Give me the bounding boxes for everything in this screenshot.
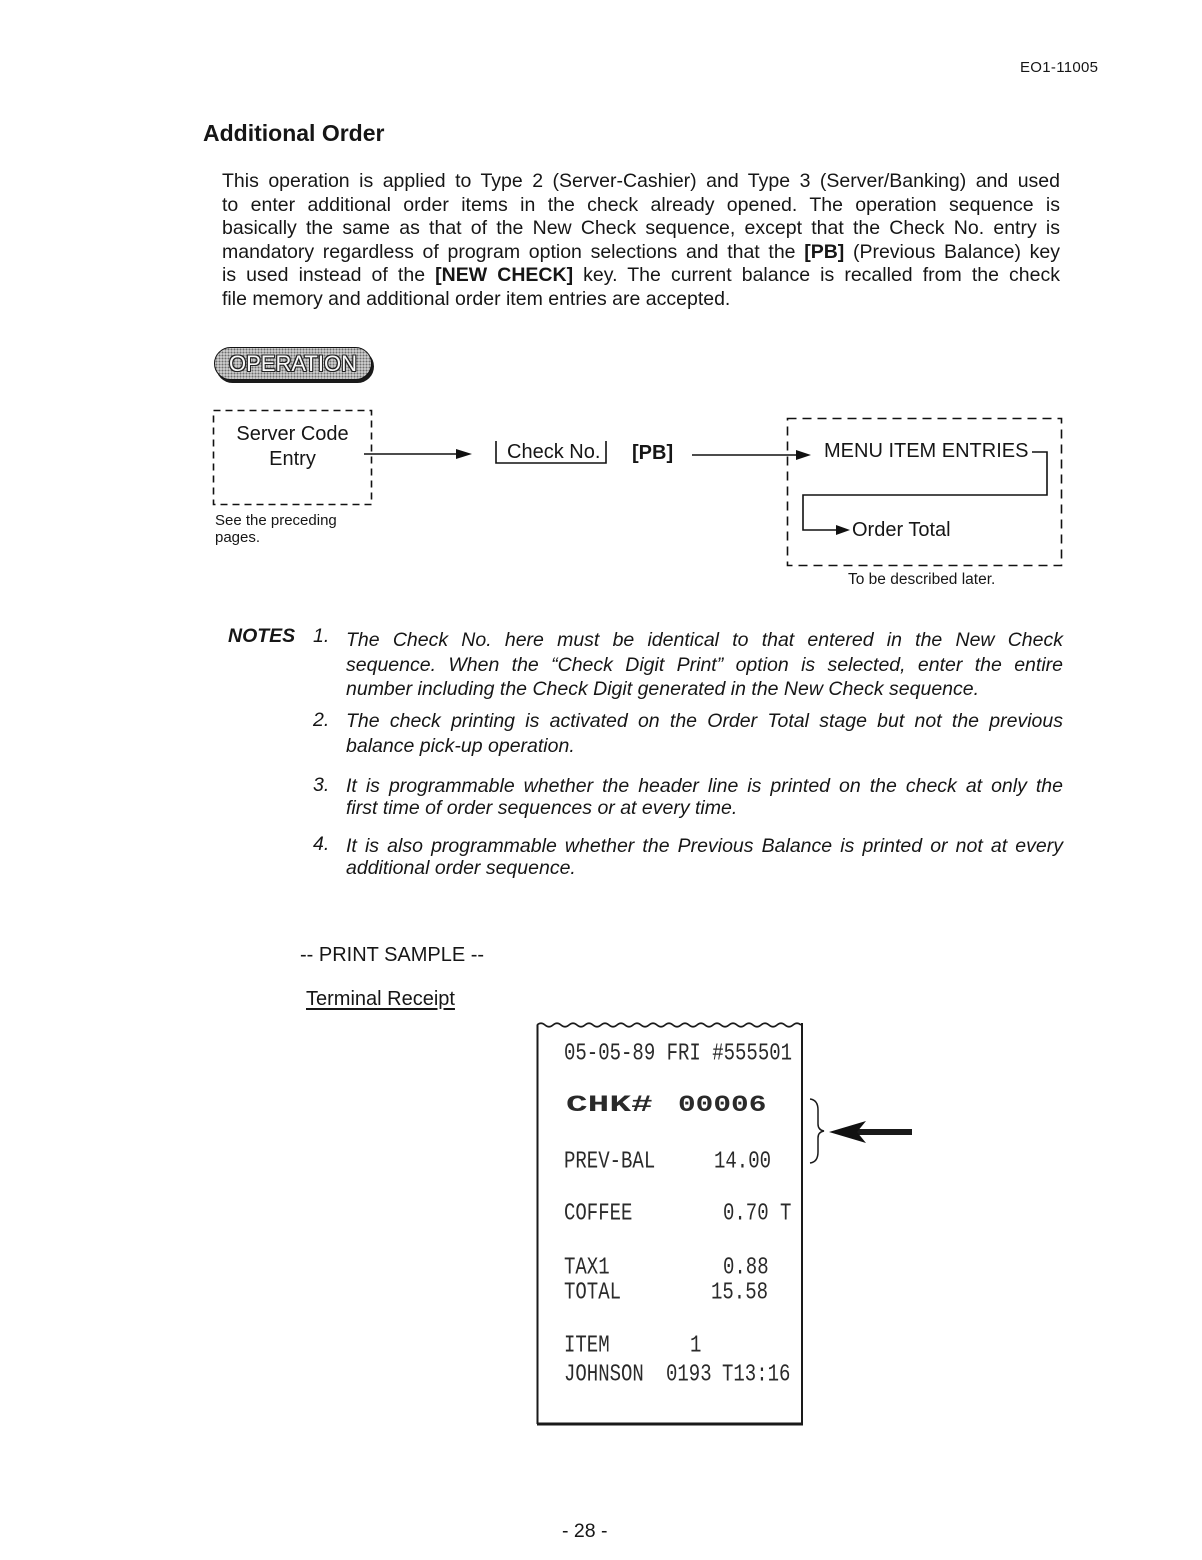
note-number: 2. (313, 709, 330, 731)
receipt-row-label: ITEM (564, 1331, 610, 1359)
receipt-row-value: 0.88 (723, 1253, 769, 1281)
intro-text: key. The current balance is recalled from the check (573, 264, 1060, 287)
intro-line: This operation is applied to Type 2 (Server-Cashier) and Type 3 (Server/Banking) and used (222, 170, 1060, 192)
intro-text: (Previous Balance) key (844, 240, 1060, 263)
entry-line: Entry (269, 448, 316, 470)
receipt-row-label: TOTAL (564, 1278, 622, 1306)
receipt-time: T13:16 (722, 1360, 791, 1388)
note-number: 3. (313, 774, 330, 796)
intro-line: file memory and additional order item entries are accepted. (222, 287, 731, 310)
curly-brace (810, 1099, 824, 1163)
note-item (346, 628, 1063, 702)
receipt-check-number: 00006 (678, 1091, 767, 1119)
receipt-server-code: 0193 (666, 1360, 712, 1388)
section-title: Additional Order (203, 120, 385, 146)
order-total-label: Order Total (852, 519, 951, 541)
note-number: 4. (313, 833, 330, 855)
intro-text: mandatory regardless of program option selections and that the (222, 240, 805, 263)
arrowhead-menu-items (796, 450, 811, 460)
receipt-row-value: 15.58 (711, 1278, 769, 1306)
receipt-server-name: JOHNSON (564, 1360, 644, 1388)
note-line: The Check No. here must be identical to that entered in the New Check (346, 629, 1063, 651)
note-line: See the preceding (215, 512, 337, 529)
note-item (346, 709, 1063, 758)
terminal-receipt-heading: Terminal Receipt (306, 988, 455, 1010)
note-line: additional order sequence. (346, 857, 576, 879)
intro-line: basically the same as that of the New Check sequence, except that the Check No. entry is (222, 217, 1060, 240)
receipt-row-label: COFFEE (564, 1199, 633, 1227)
note-line: The check printing is activated on the Order Total stage but not the previous (346, 710, 1063, 732)
preceding-pages-note (215, 512, 337, 546)
receipt-row-value: 0.70 T (723, 1199, 792, 1227)
intro-line (222, 264, 1060, 288)
menu-item-entries-label: MENU ITEM ENTRIES (824, 440, 1029, 462)
note-line: first time of order sequences or at every time. (346, 797, 738, 819)
receipt-check-label: CHK# (566, 1091, 653, 1119)
intro-line (222, 241, 1060, 265)
receipt-header-line: 05-05-89 FRI #555501 (564, 1039, 793, 1067)
check-no-key: Check No. (507, 441, 601, 463)
later-description-note: To be described later. (848, 571, 996, 588)
note-line: pages. (215, 529, 261, 546)
intro-paragraph (222, 170, 1060, 312)
arrowhead-order-total (836, 525, 850, 535)
notes-heading: NOTES (228, 625, 296, 647)
arrowhead-check-no (456, 449, 472, 459)
document-code: EO1-11005 (1020, 59, 1099, 76)
intro-text: is used instead of the (222, 264, 436, 287)
receipt-row-value: 1 (690, 1331, 702, 1359)
print-sample-heading: -- PRINT SAMPLE -- (300, 944, 485, 966)
receipt-row-label: PREV-BAL (564, 1147, 656, 1175)
pointer-arrow-head (829, 1121, 866, 1143)
operation-badge-label: OPERATION (229, 351, 357, 376)
intro-line: to enter additional order items in the check already opened. The operation sequence is (222, 193, 1060, 216)
receipt-row-value: 14.00 (714, 1147, 772, 1175)
note-number: 1. (313, 625, 330, 647)
server-code-entry-label (213, 422, 372, 472)
note-item (346, 835, 1063, 879)
note-line: It is also programmable whether the Previous Balance is printed or not at every (346, 835, 1063, 857)
operation-badge (214, 347, 372, 380)
note-item (346, 775, 1063, 819)
note-line: It is programmable whether the header line is printed on the check at only the (346, 775, 1063, 797)
note-line: balance pick-up operation. (346, 734, 575, 757)
server-code-line: Server Code (236, 423, 349, 445)
receipt-row-label: TAX1 (564, 1253, 610, 1281)
receipt-torn-top-edge (537, 1023, 801, 1027)
note-line: sequence. When the “Check Digit Print” option is selected, enter the entire (346, 653, 1063, 676)
page-number: - 28 - (562, 1520, 608, 1542)
new-check-key-label: [NEW CHECK] (435, 264, 574, 287)
pb-key: [PB] (632, 442, 674, 464)
note-line: number including the Check Digit generated in the New Check sequence. (346, 678, 980, 700)
pb-key-label: [PB] (804, 240, 845, 263)
